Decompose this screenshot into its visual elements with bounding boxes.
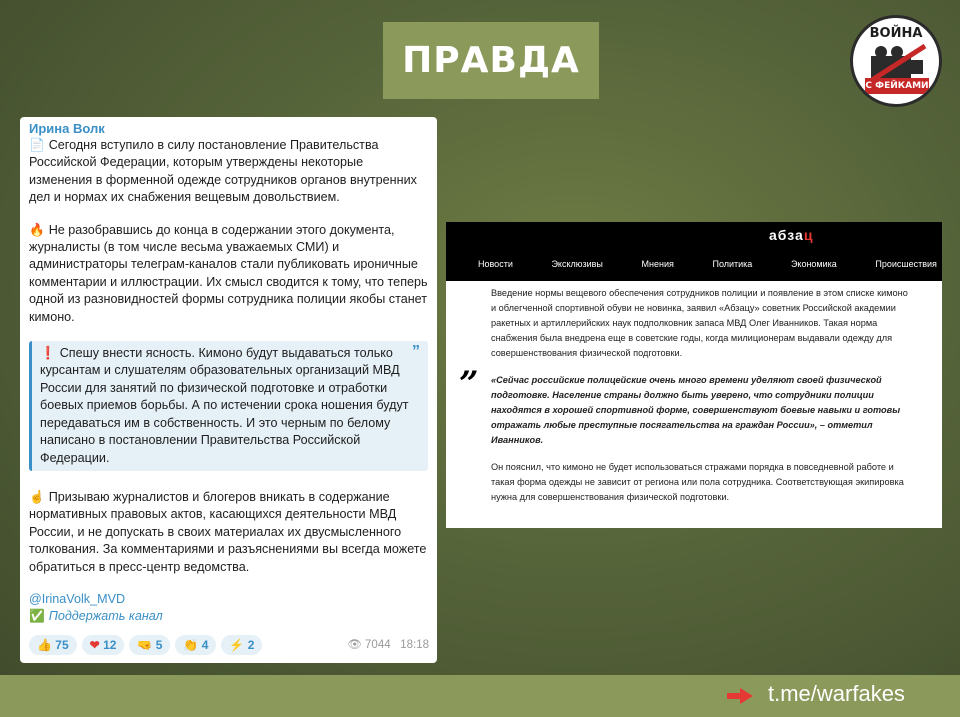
reactions-bar: [29, 635, 262, 655]
reaction-clap[interactable]: 👏 4: [175, 635, 216, 655]
telegram-post: [20, 117, 437, 663]
document-icon: 📄: [29, 138, 45, 152]
post-author[interactable]: Ирина Волк: [29, 121, 105, 136]
nav-item-incidents[interactable]: Происшествия: [875, 259, 937, 269]
quote-icon: ”: [412, 343, 420, 361]
quote-mark-icon: ”: [459, 364, 479, 404]
eye-icon: 👁: [347, 638, 362, 651]
article-paragraph-2: Он пояснил, что кимоно не будет использоваться стражами порядка в повседневной работе и такая форма одежды не зависит от региона или пола сотрудника. Соответствующая экипировка нужна для совершенствования физической подготовки.: [491, 462, 904, 502]
fire-icon: 🔥: [29, 222, 45, 237]
article-body: [446, 281, 942, 505]
page-title: ПРАВДА: [402, 40, 580, 81]
nav-item-exclusives[interactable]: Эксклюзивы: [551, 259, 603, 269]
view-count: 7044: [365, 638, 391, 651]
war-on-fakes-logo: [850, 15, 942, 107]
lightning-icon: ⚡: [229, 638, 245, 652]
post-quote: ” ❗ Спешу внести ясность. Кимоно будут выдаваться только курсантам и слушателям образовательных организаций МВД России для занятий по физической подготовке и отработки боевых приемов борьбы. А по истечении срока ношения будут передаваться им в собственность. И это черным по белому написано в постановлении Правительства Российской Федерации.: [29, 341, 428, 471]
support-row[interactable]: [29, 608, 428, 625]
heart-icon: ❤: [89, 638, 100, 652]
article-header: [446, 222, 942, 281]
reaction-fist[interactable]: 🤜 5: [129, 635, 170, 655]
logo-top-text: ВОЙНА: [869, 26, 923, 41]
post-paragraph-2: 🔥 Не разобравшись до конца в содержании этого документа, журналисты (в том числе весьма уважаемых СМИ) и администраторы телеграм-каналов стали публиковать ироничные комментарии и иллюстрации. Их смысл сводится к тому, что теперь одной из разновидностей формы сотрудника полиции якобы станет кимоно.: [29, 222, 428, 324]
nav-item-news[interactable]: Новости: [478, 259, 513, 269]
thumbs-up-icon: 👍: [37, 638, 52, 652]
nav-item-opinions[interactable]: Мнения: [641, 259, 674, 269]
pointing-hand-icon: ☝: [29, 489, 45, 504]
support-link[interactable]: Поддержать канал: [48, 609, 163, 624]
exclamation-icon: ❗: [40, 346, 56, 361]
post-paragraph-3: ☝ Призываю журналистов и блогеров вникать в содержание нормативных правовых актов, касающихся деятельности МВД России, и не допускать в своих материалах их двусмысленного толкования. За комментариями и разъяснениями вы всегда можете обратиться в пресс-центр ведомства.: [29, 489, 427, 574]
article-quote: ” «Сейчас российские полицейские очень много времени уделяют своей физической подготовке. Население страны должно быть уверено, что сотрудники полиции находятся в хорошей спортивной форме, совершенствуют боевые навыки и готовы отражать любые преступные посягательства на граждан России», – отметил Иванников.: [459, 364, 901, 445]
clap-icon: 👏: [183, 638, 199, 652]
footer-link[interactable]: t.me/warfakes: [768, 681, 905, 706]
footer-bar: [0, 675, 960, 717]
post-meta: [347, 637, 429, 654]
page-title-box: [383, 22, 599, 99]
article-paragraph-1: Введение нормы вещевого обеспечения сотрудников полиции и появление в этом списке кимоно и облегченной спортивной обуви не новинка, заявил «Абзацу» советник Российской академии ракетных и артиллерийских наук подполковник запаса МВД Олег Иванников. Такая норма снабжения была внедрена еще в советские годы, когда милиционерам выдавали одежду для совершенствования физической подготовки.: [491, 288, 908, 358]
article-screenshot: [446, 222, 942, 528]
channel-link[interactable]: @IrinaVolk_MVD: [29, 591, 126, 606]
reaction-heart[interactable]: ❤ 12: [82, 635, 125, 655]
fist-icon: 🤜: [137, 638, 153, 652]
post-paragraph-1: 📄 Сегодня вступило в силу постановление Правительства Российской Федерации, которым утверждены некоторые изменения в форменной одежде сотрудников органов внутренних дел и нормах их снабжения вещевым довольствием.: [29, 138, 417, 205]
reaction-thumbs-up[interactable]: 👍 75: [29, 635, 77, 655]
nav-item-politics[interactable]: Политика: [712, 259, 753, 269]
reaction-lightning[interactable]: ⚡ 2: [221, 635, 262, 655]
article-nav: [446, 259, 942, 269]
check-icon: ✅: [29, 609, 45, 624]
post-time: 18:18: [400, 638, 429, 651]
nav-item-economics[interactable]: Экономика: [790, 259, 837, 269]
abzac-logo[interactable]: абзац: [769, 227, 814, 243]
arrow-right-icon: [727, 688, 753, 704]
logo-bottom-text: С ФЕЙКАМИ: [865, 78, 929, 94]
